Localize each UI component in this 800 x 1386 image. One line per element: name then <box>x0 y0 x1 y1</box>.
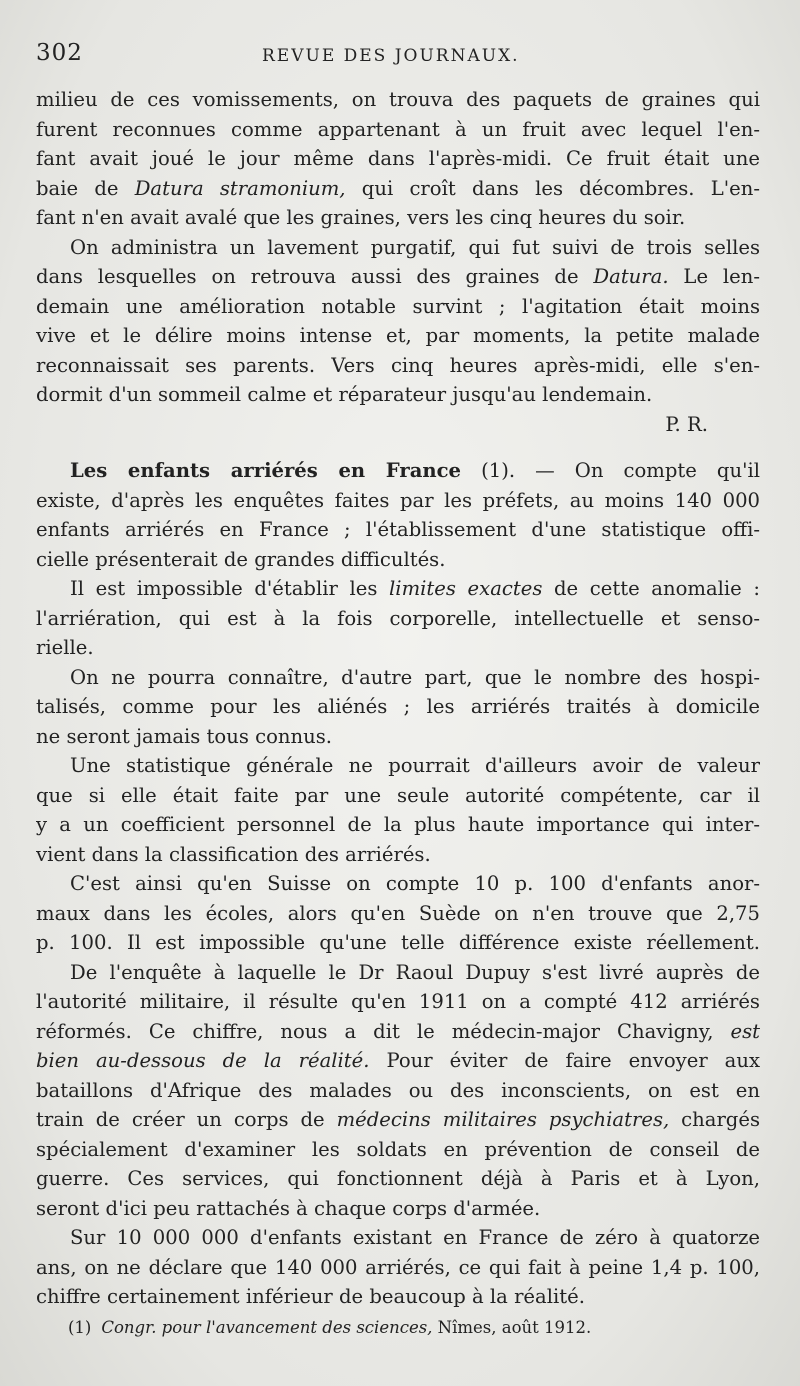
footnote <box>68 1318 591 1337</box>
author-signature: P. R. <box>665 412 708 436</box>
text-line <box>36 574 760 604</box>
text-run: de cette anomalie : <box>542 577 760 600</box>
text-line: On administra un lavement purgatif, qui fut suivi de trois selles <box>70 235 760 259</box>
text-line: rielle. <box>36 636 94 659</box>
text-line: y a un coefficient personnel de la plus haute importance qui inter- <box>36 813 760 836</box>
page-number: 302 <box>36 40 83 66</box>
text-line: existe, d'après les enquêtes faites par les préfets, au moins 140 000 <box>36 488 760 512</box>
running-head: REVUE DES JOURNAUX. <box>262 46 520 66</box>
text-run: baie de <box>36 176 135 200</box>
text-line: seront d'ici peu rattachés à chaque corps d'armée. <box>36 1196 541 1220</box>
italic-phrase: médecins militaires psychiatres, <box>336 1108 670 1131</box>
text-line: C'est ainsi qu'en Suisse on compte 10 p. 100 d'enfants anor- <box>70 872 760 895</box>
text-line <box>36 174 760 204</box>
text-line <box>36 262 760 292</box>
text-line <box>36 1046 760 1076</box>
section-spacer <box>36 439 760 456</box>
text-line: De l'enquête à laquelle le Dr Raoul Dupuy s'est livré auprès de <box>70 960 760 984</box>
text-line: ans, on ne déclare que 140 000 arriérés, ce qui fait à peine 1,4 p. 100, <box>36 1255 760 1279</box>
italic-phrase: bien au-dessous de la réalité. <box>36 1049 370 1072</box>
text-line: l'arriération, qui est à la fois corporelle, intellectuelle et senso- <box>36 606 760 630</box>
page-body <box>36 85 760 1312</box>
text-line: On ne pourra connaître, d'autre part, que le nombre des hospi- <box>70 665 760 689</box>
text-line: ne seront jamais tous connus. <box>36 724 333 748</box>
text-run: dans lesquelles on retrouva aussi des graines de <box>36 265 594 288</box>
text-run: Il est impossible d'établir les <box>70 577 390 600</box>
footnote-detail: Nîmes, août 1912. <box>432 1318 592 1337</box>
text-line: chiffre certainement inférieur de beaucoup à la réalité. <box>36 1285 585 1308</box>
text-line <box>36 1105 760 1135</box>
text-line: vient dans la classification des arriérés. <box>36 842 431 866</box>
text-line: fant n'en avait avalé que les graines, vers les cinq heures du soir. <box>36 206 686 229</box>
italic-phrase: est <box>730 1019 760 1043</box>
text-line: Une statistique générale ne pourrait d'ailleurs avoir de valeur <box>70 754 760 777</box>
italic-genus-name: Datura. <box>593 265 669 288</box>
text-line: talisés, comme pour les aliénés ; les arriérés traités à domicile <box>36 695 760 718</box>
text-line: cielle présenterait de grandes difficultés. <box>36 547 446 571</box>
text-line: enfants arriérés en France ; l'établissement d'une statistique offi- <box>36 518 760 541</box>
text-line: furent reconnues comme appartenant à un fruit avec lequel l'en- <box>36 117 760 141</box>
article-title: Les enfants arriérés en France <box>70 459 462 482</box>
text-line: milieu de ces vomissements, on trouva des paquets de graines qui <box>36 88 760 111</box>
italic-phrase: limites exactes <box>389 577 543 600</box>
text-line: p. 100. Il est impossible qu'une telle différence existe réellement. <box>36 931 760 954</box>
text-run: train de créer un corps de <box>36 1108 337 1131</box>
text-line <box>36 1017 760 1047</box>
text-line: l'autorité militaire, il résulte qu'en 1911 on a compté 412 arriérés <box>36 990 760 1013</box>
text-line: reconnaissait ses parents. Vers cinq heures après-midi, elle s'en- <box>36 353 760 377</box>
italic-species-name: Datura stramonium, <box>134 176 346 200</box>
text-line: demain une amélioration notable survint ; l'agitation était moins <box>36 294 760 318</box>
text-line: guerre. Ces services, qui fonctionnent déjà à Paris et à Lyon, <box>36 1167 760 1190</box>
text-run: qui croît dans les décombres. L'en- <box>345 176 760 200</box>
text-line: Sur 10 000 000 d'enfants existant en France de zéro à quatorze <box>70 1226 760 1249</box>
text-run: chargés <box>669 1108 760 1131</box>
text-line: maux dans les écoles, alors qu'en Suède on n'en trouve que 2,75 <box>36 901 760 925</box>
text-line: vive et le délire moins intense et, par moments, la petite malade <box>36 324 760 347</box>
article-heading-line <box>36 456 760 486</box>
text-run: Le len- <box>668 265 760 288</box>
text-run: réformés. Ce chiffre, nous a dit le médecin-major Chavigny, <box>36 1019 731 1043</box>
text-line: bataillons d'Afrique des malades ou des inconscients, on est en <box>36 1078 760 1102</box>
footnote-marker: (1) <box>68 1318 92 1337</box>
text-run: (1). — On compte qu'il <box>461 459 760 482</box>
footnote-source: Congr. pour l'avancement des sciences, <box>101 1318 433 1337</box>
text-line: spécialement d'examiner les soldats en prévention de conseil de <box>36 1137 760 1161</box>
text-line: dormit d'un sommeil calme et réparateur jusqu'au lendemain. <box>36 383 653 406</box>
text-line: fant avait joué le jour même dans l'après-midi. Ce fruit était une <box>36 147 760 170</box>
text-run: Pour éviter de faire envoyer aux <box>369 1049 760 1072</box>
text-line: que si elle était faite par une seule autorité compétente, car il <box>36 783 760 807</box>
page-header <box>36 40 756 76</box>
